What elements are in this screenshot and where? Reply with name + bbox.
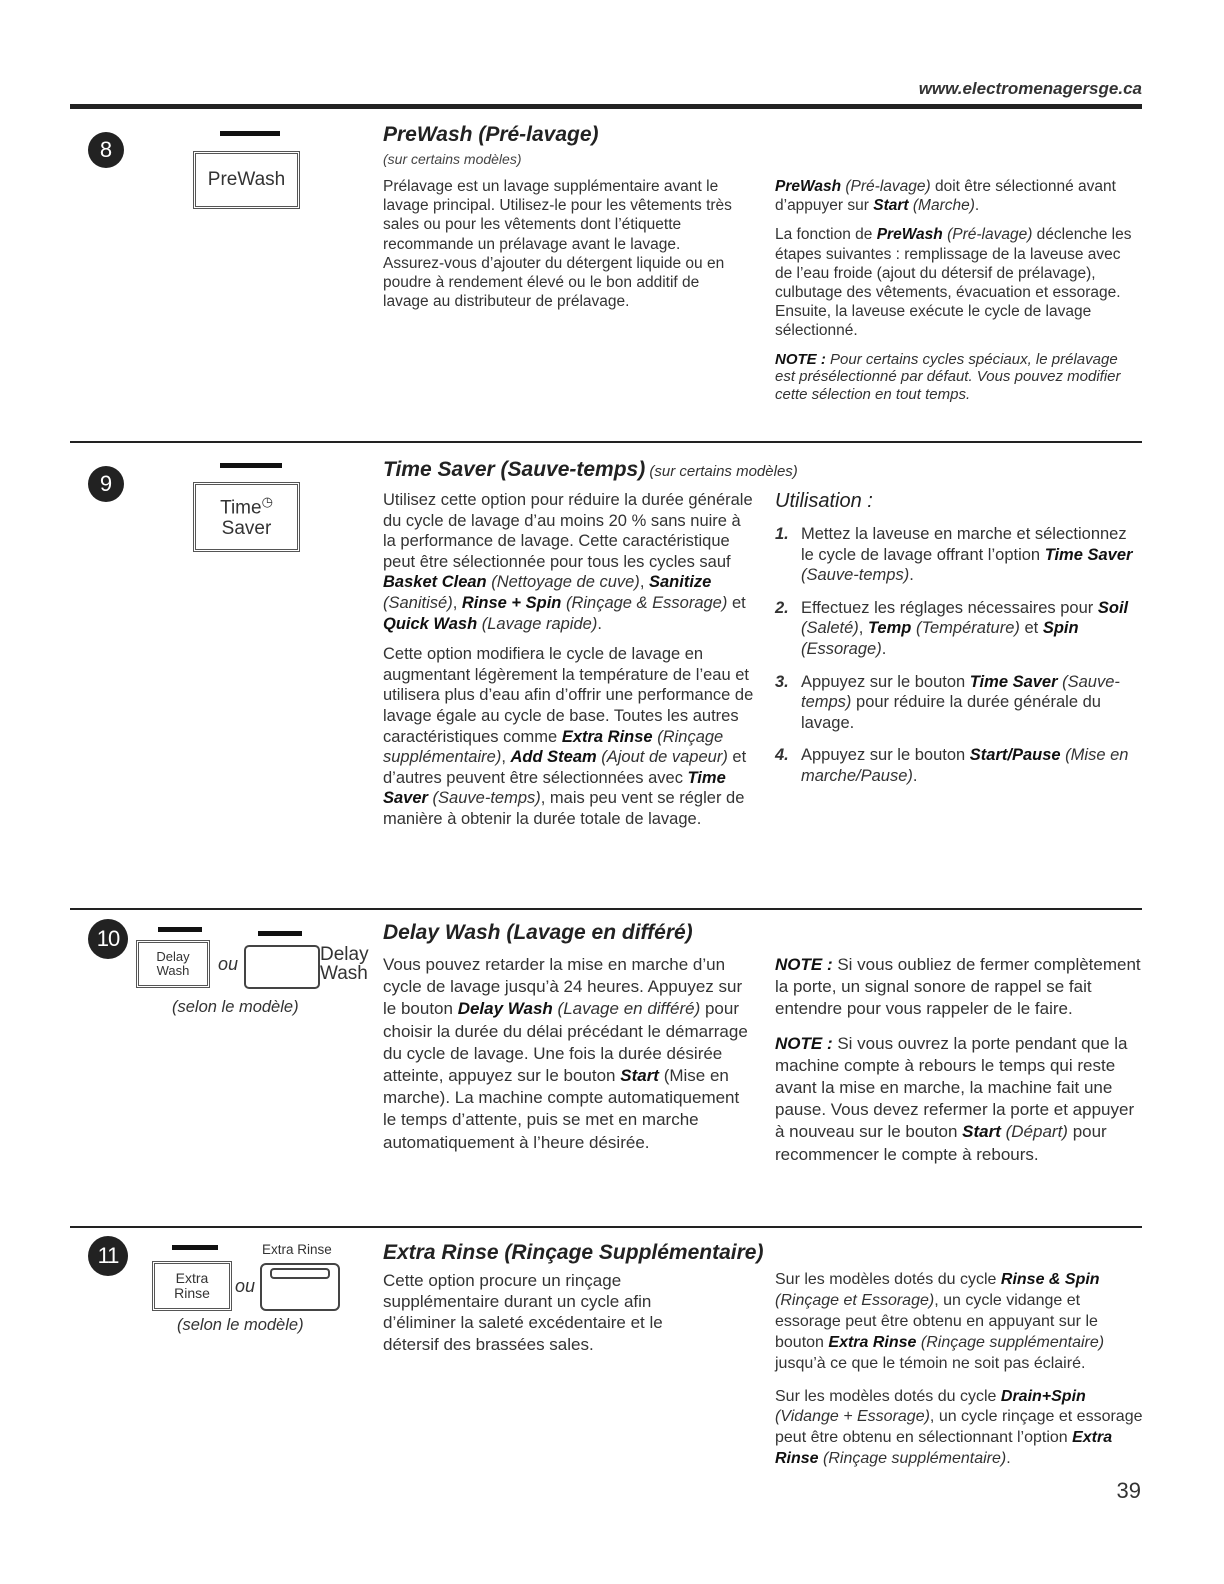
divider [70,908,1142,910]
step-number-9: 9 [88,466,124,502]
delay-wash-title: Delay Wash (Lavage en différé) [383,921,693,944]
prewash-left-text: Prélavage est un lavage supplémentaire avant le lavage principal. Utilisez-le pour les vêtements très sales ou pour les vêtements dont l’étiquette recommande un prélavage avant le lavage. Assurez-vous d’ajouter du détergent liquide ou en poudre à rendement élevé ou le bon additif de lavage au distributeur de prélavage. [383,178,732,311]
indicator-light [172,1245,218,1250]
delay-wash-alt-button[interactable] [244,945,320,989]
extra-rinse-right-text: Sur les modèles dotés du cycle Rinse & Spin (Rinçage et Essorage), un cycle vidange et essorage peut être obtenu en appuyant sur le bouton Extra Rinse (Rinçage supplémentaire) jusqu’à ce que le témoin ne soit pas éclairé. Sur les modèles dotés du cycle Drain+Spin (Vidange + Essorage), un cycle rinçage et essorage peut être obtenu en sélectionnant l’option Extra Rinse (Rinçage supplémentaire). [775,1271,1143,1468]
time-saver-title: Time Saver (Sauve-temps) (sur certains modèles) [383,458,798,481]
usage-step: 1. Mettez la laveuse en marche et sélectionnez le cycle de lavage offrant l’option Time Saver (Sauve-temps). [775,525,1133,585]
time-saver-left-text: Utilisez cette option pour réduire la durée générale du cycle de lavage d’au moins 20 % sans nuire à la performance de lavage. Cette caractéristique peut être sélectionnée pour tous les cycles sauf Basket Clean (Nettoyage de cuve), Sanitize (Sanitisé), Rinse + Spin (Rinçage & Essorage) et Quick Wash (Lavage rapide). Cette option modifiera le cycle de lavage en augmentant légèrement la température de l’eau et utilisera plus d’eau afin d’offrir une performance de lavage égale au cycle de base. Toutes les autres caractéristiques comme Extra Rinse (Rinçage supplémentaire), Add Steam (Ajout de vapeur) et d’autres peuvent être sélectionnées avec Time Saver (Sauve-temps), mais peu vent se régler de manière à obtenir la durée totale de lavage. [383,491,754,828]
usage-step: 2. Effectuez les réglages nécessaires pour Soil (Saleté), Temp (Température) et Spin (Essorage). [775,598,1129,658]
delay-wash-label-line2: Wash [156,963,190,978]
extra-rinse-title: Extra Rinse (Rinçage Supplémentaire) [383,1241,764,1264]
page-number: 39 [1116,1478,1141,1503]
time-saver-label-line2: Saver [221,517,272,539]
model-caption: (selon le modèle) [172,998,299,1016]
model-caption: (selon le modèle) [177,1316,304,1334]
time-saver-label-line1: Time [220,497,262,519]
delay-wash-label-line1: Delay [156,949,190,965]
divider [70,441,1142,443]
prewash-title: PreWash (Pré-lavage) [383,123,599,146]
usage-steps [775,524,1143,799]
or-label: ou [235,1276,256,1296]
usage-step: 3. Appuyez sur le bouton Time Saver (Sauve-temps) pour réduire la durée générale du lavage. [775,672,1120,732]
indicator-light [220,463,282,468]
indicator-light [158,927,202,932]
header-url: www.electromenagersge.ca [918,79,1142,98]
delay-wash-alt-label: Delay Wash [320,944,369,984]
usage-title: Utilisation : [775,490,873,512]
extra-rinse-button[interactable] [152,1261,232,1311]
step-number-11: 11 [88,1236,128,1276]
delay-wash-notes: NOTE : Si vous oubliez de fermer complètement la porte, un signal sonore de rappel se fait entendre pour vous rappeler de le faire. NOTE : Si vous ouvrez la porte pendant que la machine compte à rebours le temps qui reste avant la mise en marche, la machine fait une pause. Vous devez refermer la porte et appuyer à nouveau sur le bouton Start (Départ) pour recommencer le compte à rebours. [775,955,1141,1164]
usage-step: 4. Appuyez sur le bouton Start/Pause (Mise en marche/Pause). [775,746,1129,785]
delay-wash-left-text: Vous pouvez retarder la mise en marche d’un cycle de lavage jusqu’à 24 heures. Appuyez sur le bouton Delay Wash (Lavage en différé) pour choisir la durée du délai précédant le démarrage du cycle de lavage. Une fois la durée désirée atteinte, appuyez sur le bouton Start (Mise en marche). La machine compte automatiquement le temps d’attente, puis se met en marche automatiquement à l’heure désirée. [383,955,748,1152]
prewash-button[interactable]: PreWash [193,151,300,209]
prewash-right-text: PreWash (Pré-lavage) doit être sélectionné avant d’appuyer sur Start (Marche). La fonction de PreWash (Pré-lavage) déclenche les étapes suivantes : remplissage de la laveuse avec de l’eau froide (ajout du détersif de prélavage), culbutage des vêtements, évacuation et essorage. Ensuite, la laveuse exécute le cycle de lavage sélectionné. NOTE : Pour certains cycles spéciaux, le prélavage est présélectionné par défaut. Vous pouvez modifier cette sélection en tout temps. [775,178,1132,403]
extra-rinse-left-text: Cette option procure un rinçage supplémentaire durant un cycle afin d’éliminer la saleté excédentaire et le détersif des brassées sales. [383,1271,663,1354]
step-number-10: 10 [88,919,128,959]
prewash-subtitle: (sur certains modèles) [383,151,522,167]
indicator-light [258,931,302,936]
top-rule [70,104,1142,109]
extra-rinse-label-line2: Rinse [174,1285,210,1301]
extra-rinse-alt-label: Extra Rinse [262,1242,332,1257]
delay-wash-button[interactable] [136,940,210,988]
extra-rinse-alt-button[interactable] [260,1263,340,1311]
indicator-light [220,131,280,136]
divider [70,1226,1142,1228]
time-saver-button[interactable] [193,482,300,552]
step-number-8: 8 [88,132,124,168]
extra-rinse-label-line1: Extra [175,1270,209,1287]
clock-icon: ◷ [261,494,273,510]
or-label: ou [218,954,239,974]
extra-rinse-alt-indicator [270,1268,330,1279]
